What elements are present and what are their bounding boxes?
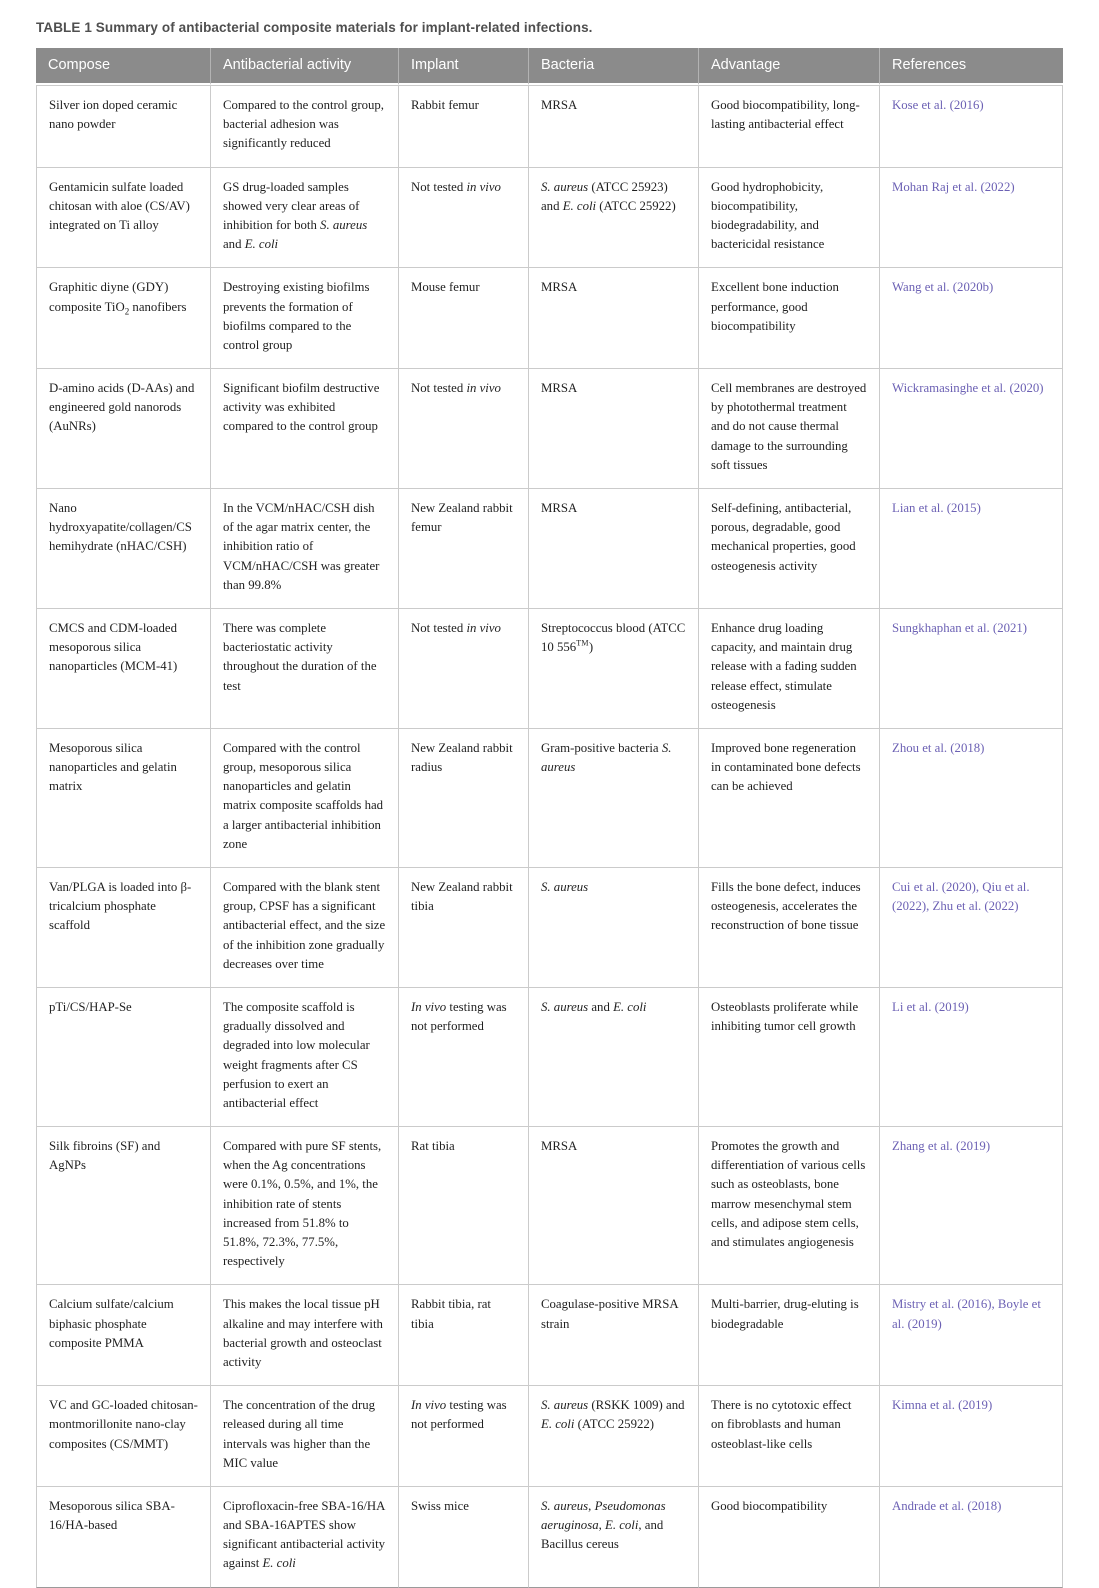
column-header-advantage: Advantage [698, 48, 879, 85]
cell-compose: Silk fibroins (SF) and AgNPs [36, 1127, 210, 1285]
cell-implant: Not tested in vivo [398, 369, 528, 489]
cell-advantage: Osteoblasts proliferate while inhibiting tumor cell growth [698, 988, 879, 1127]
cell-compose: Gentamicin sulfate loaded chitosan with aloe (CS/AV) integrated on Ti alloy [36, 168, 210, 269]
cell-advantage: Enhance drug loading capacity, and maintain drug release with a fading sudden release effect, stimulate osteogenesis [698, 609, 879, 729]
column-header-bacteria: Bacteria [528, 48, 698, 85]
reference-link[interactable]: Kimna et al. (2019) [892, 1398, 993, 1413]
reference-link[interactable]: Mistry et al. (2016), Boyle et al. (2019) [892, 1297, 1041, 1331]
cell-references [879, 1127, 1063, 1285]
cell-activity: GS drug-loaded samples showed very clear areas of inhibition for both S. aureus and E. coli [210, 168, 398, 269]
cell-references [879, 988, 1063, 1127]
cell-activity: Compared to the control group, bacterial adhesion was significantly reduced [210, 85, 398, 168]
table-row [36, 268, 1063, 369]
table-row [36, 85, 1063, 168]
cell-advantage: Fills the bone defect, induces osteogenesis, accelerates the reconstruction of bone tissue [698, 868, 879, 988]
cell-bacteria: Coagulase-positive MRSA strain [528, 1285, 698, 1386]
reference-link[interactable]: Kose et al. (2016) [892, 98, 984, 112]
table-row [36, 988, 1063, 1127]
cell-references [879, 1386, 1063, 1487]
cell-implant: New Zealand rabbit radius [398, 729, 528, 868]
cell-references [879, 1285, 1063, 1386]
cell-activity: Destroying existing biofilms prevents the formation of biofilms compared to the control group [210, 268, 398, 369]
column-header-activity: Antibacterial activity [210, 48, 398, 85]
cell-compose: Van/PLGA is loaded into β-tricalcium phosphate scaffold [36, 868, 210, 988]
cell-implant: Not tested in vivo [398, 609, 528, 729]
reference-link[interactable]: Sungkhaphan et al. (2021) [892, 620, 1028, 635]
cell-bacteria: S. aureus (ATCC 25923) and E. coli (ATCC 25922) [528, 168, 698, 269]
cell-references [879, 729, 1063, 868]
cell-activity: There was complete bacteriostatic activity throughout the duration of the test [210, 609, 398, 729]
reference-link[interactable]: Mohan Raj et al. (2022) [892, 179, 1015, 194]
cell-references [879, 268, 1063, 369]
cell-references [879, 168, 1063, 269]
table-row [36, 868, 1063, 988]
cell-activity: This makes the local tissue pH alkaline and may interfere with bacterial growth and osteoclast activity [210, 1285, 398, 1386]
cell-advantage: There is no cytotoxic effect on fibroblasts and human osteoblast-like cells [698, 1386, 879, 1487]
cell-bacteria: Gram-positive bacteria S. aureus [528, 729, 698, 868]
cell-bacteria: S. aureus [528, 868, 698, 988]
table-row [36, 1487, 1063, 1588]
cell-compose: Mesoporous silica nanoparticles and gelatin matrix [36, 729, 210, 868]
cell-references [879, 609, 1063, 729]
cell-references [879, 868, 1063, 988]
cell-bacteria: Streptococcus blood (ATCC 10 556™) [528, 609, 698, 729]
cell-advantage: Multi-barrier, drug-eluting is biodegradable [698, 1285, 879, 1386]
cell-bacteria: S. aureus (RSKK 1009) and E. coli (ATCC 25922) [528, 1386, 698, 1487]
reference-link[interactable]: Wang et al. (2020b) [892, 280, 994, 295]
cell-implant: Not tested in vivo [398, 168, 528, 269]
column-header-compose: Compose [36, 48, 210, 85]
cell-bacteria: MRSA [528, 268, 698, 369]
cell-activity: Compared with the blank stent group, CPSF has a significant antibacterial effect, and the size of the inhibition zone gradually decreases over time [210, 868, 398, 988]
column-header-implant: Implant [398, 48, 528, 85]
summary-table [36, 48, 1063, 1588]
cell-compose: Silver ion doped ceramic nano powder [36, 85, 210, 168]
cell-advantage: Self-defining, antibacterial, porous, degradable, good mechanical properties, good osteogenesis activity [698, 489, 879, 609]
cell-advantage: Good biocompatibility, long-lasting antibacterial effect [698, 85, 879, 168]
table-row [36, 489, 1063, 609]
cell-implant: In vivo testing was not performed [398, 1386, 528, 1487]
reference-link[interactable]: Zhou et al. (2018) [892, 740, 985, 755]
cell-advantage: Good hydrophobicity, biocompatibility, biodegradability, and bactericidal resistance [698, 168, 879, 269]
cell-bacteria: S. aureus, Pseudomonas aeruginosa, E. coli, and Bacillus cereus [528, 1487, 698, 1588]
cell-activity: Significant biofilm destructive activity was exhibited compared to the control group [210, 369, 398, 489]
cell-compose: pTi/CS/HAP-Se [36, 988, 210, 1127]
cell-references [879, 369, 1063, 489]
cell-activity: Compared with pure SF stents, when the Ag concentrations were 0.1%, 0.5%, and 1%, the inhibition rate of stents increased from 51.8% to 51.8%, 72.3%, 77.5%, respectively [210, 1127, 398, 1285]
table-row [36, 1386, 1063, 1487]
cell-bacteria: MRSA [528, 1127, 698, 1285]
cell-compose: Calcium sulfate/calcium biphasic phosphate composite PMMA [36, 1285, 210, 1386]
reference-link[interactable]: Li et al. (2019) [892, 999, 969, 1014]
table-row [36, 729, 1063, 868]
table-row [36, 168, 1063, 269]
cell-compose: CMCS and CDM-loaded mesoporous silica nanoparticles (MCM-41) [36, 609, 210, 729]
cell-implant: Rabbit tibia, rat tibia [398, 1285, 528, 1386]
reference-link[interactable]: Zhang et al. (2019) [892, 1139, 991, 1154]
cell-activity: The concentration of the drug released during all time intervals was higher than the MIC value [210, 1386, 398, 1487]
cell-advantage: Promotes the growth and differentiation of various cells such as osteoblasts, bone marrow mesenchymal stem cells, and adipose stem cells, and stimulates angiogenesis [698, 1127, 879, 1285]
cell-activity: Ciprofloxacin-free SBA-16/HA and SBA-16APTES show significant antibacterial activity against E. coli [210, 1487, 398, 1588]
table-row [36, 369, 1063, 489]
cell-bacteria: MRSA [528, 489, 698, 609]
table-row [36, 1285, 1063, 1386]
cell-implant: Rabbit femur [398, 85, 528, 168]
table-body [36, 85, 1063, 1588]
cell-implant: New Zealand rabbit femur [398, 489, 528, 609]
cell-implant: In vivo testing was not performed [398, 988, 528, 1127]
reference-link[interactable]: Cui et al. (2020), Qiu et al. (2022), Zhu et al. (2022) [892, 880, 1030, 914]
reference-link[interactable]: Andrade et al. (2018) [892, 1498, 1002, 1513]
table-row [36, 1127, 1063, 1285]
cell-compose: Mesoporous silica SBA-16/HA-based [36, 1487, 210, 1588]
cell-compose: Nano hydroxyapatite/collagen/CS hemihydrate (nHAC/CSH) [36, 489, 210, 609]
cell-compose: Graphitic diyne (GDY) composite TiO$_2$ nanofibers [36, 268, 210, 369]
cell-references [879, 1487, 1063, 1588]
cell-activity: In the VCM/nHAC/CSH dish of the agar matrix center, the inhibition ratio of VCM/nHAC/CSH was greater than 99.8% [210, 489, 398, 609]
table-caption: TABLE 1 Summary of antibacterial composite materials for implant-related infections. [36, 20, 593, 35]
cell-advantage: Good biocompatibility [698, 1487, 879, 1588]
reference-link[interactable]: Wickramasinghe et al. (2020) [892, 381, 1044, 396]
cell-bacteria: MRSA [528, 85, 698, 168]
cell-implant: Mouse femur [398, 268, 528, 369]
cell-advantage: Improved bone regeneration in contaminated bone defects can be achieved [698, 729, 879, 868]
cell-bacteria: S. aureus and E. coli [528, 988, 698, 1127]
cell-implant: Swiss mice [398, 1487, 528, 1588]
cell-activity: The composite scaffold is gradually dissolved and degraded into low molecular weight fragments after CS perfusion to exert an antibacterial effect [210, 988, 398, 1127]
cell-compose: D-amino acids (D-AAs) and engineered gold nanorods (AuNRs) [36, 369, 210, 489]
cell-bacteria: MRSA [528, 369, 698, 489]
cell-implant: Rat tibia [398, 1127, 528, 1285]
header-row [36, 48, 1063, 85]
cell-references [879, 85, 1063, 168]
reference-link[interactable]: Lian et al. (2015) [892, 501, 981, 515]
table-row [36, 609, 1063, 729]
cell-advantage: Excellent bone induction performance, good biocompatibility [698, 268, 879, 369]
cell-implant: New Zealand rabbit tibia [398, 868, 528, 988]
cell-references [879, 489, 1063, 609]
cell-activity: Compared with the control group, mesoporous silica nanoparticles and gelatin matrix composite scaffolds had a larger antibacterial inhibition zone [210, 729, 398, 868]
column-header-references: References [879, 48, 1063, 85]
cell-compose: VC and GC-loaded chitosan-montmorillonite nano-clay composites (CS/MMT) [36, 1386, 210, 1487]
cell-advantage: Cell membranes are destroyed by photothermal treatment and do not cause thermal damage to the surrounding soft tissues [698, 369, 879, 489]
